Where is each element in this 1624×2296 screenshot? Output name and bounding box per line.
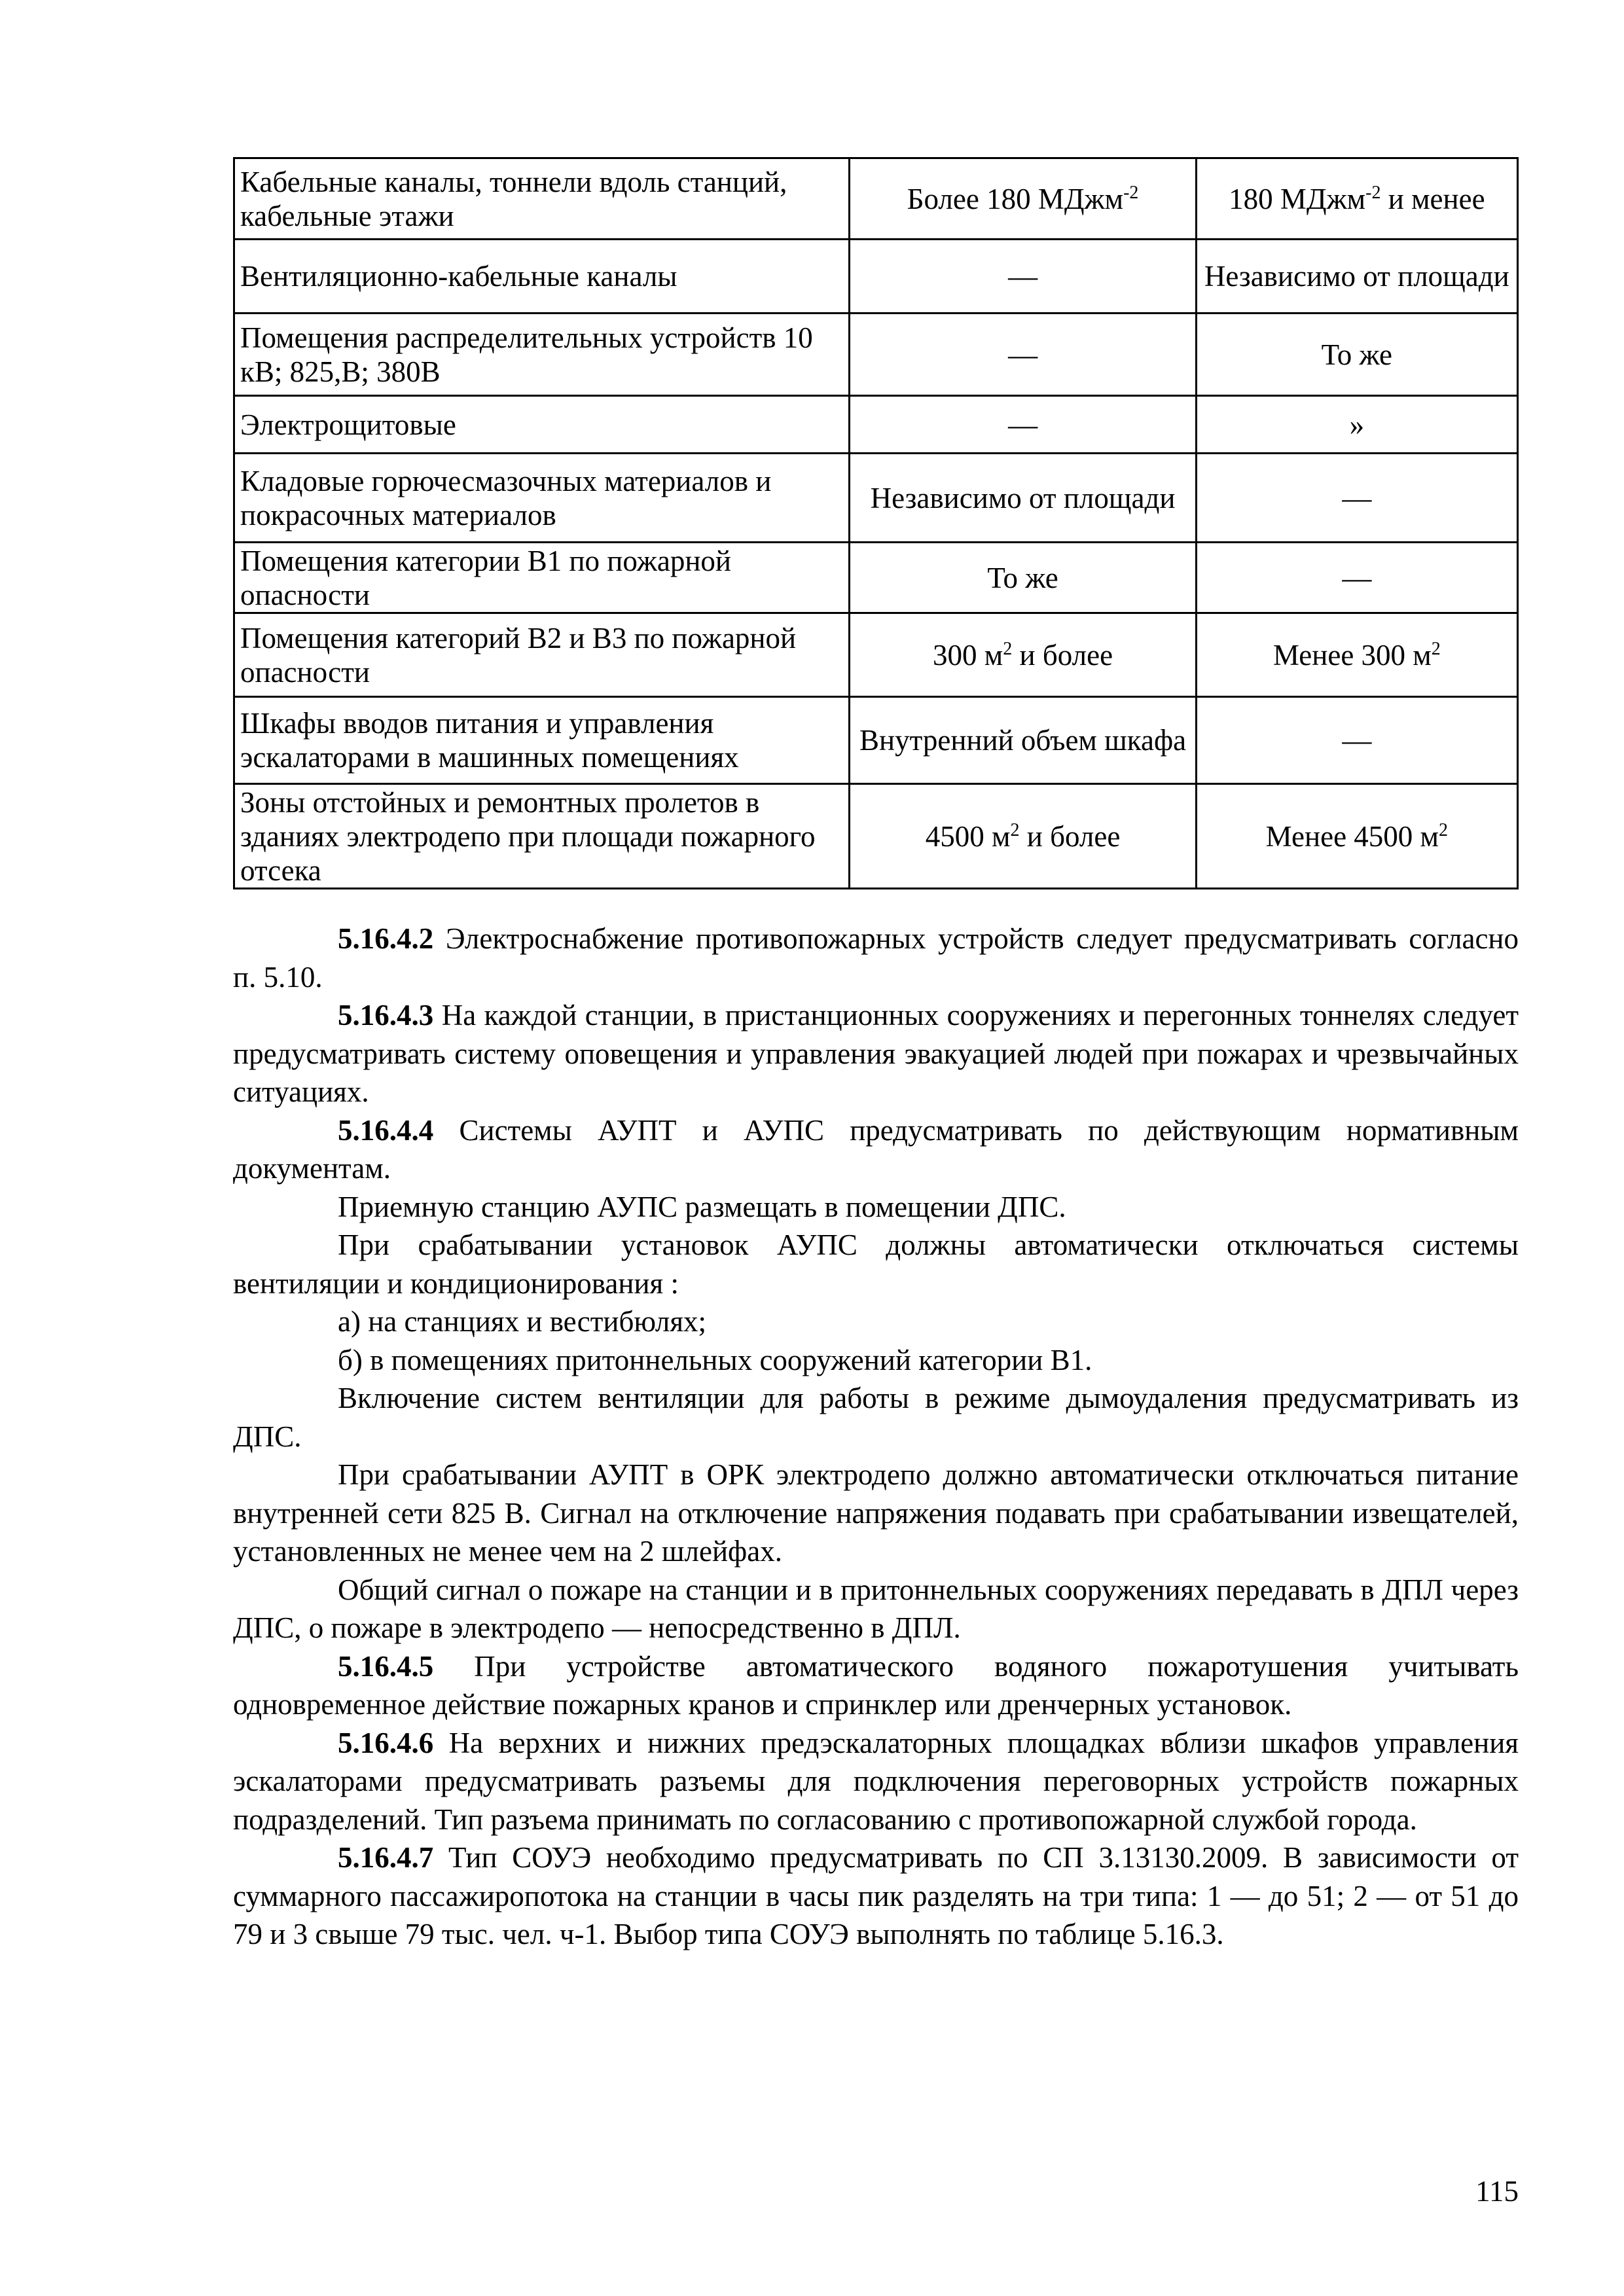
room-type-cell (234, 396, 850, 454)
column-2-cell (850, 454, 1196, 543)
cell-text: Помещения распределительных устройств 10 кВ; 825,В; 380В (240, 321, 813, 388)
column-3-cell (1196, 396, 1517, 454)
superscript: -2 (1123, 182, 1139, 203)
column-2-cell (850, 396, 1196, 454)
paragraph-text: Системы АУПТ и АУПС предусматривать по действующим нормативным документам. (233, 1113, 1519, 1185)
column-2-cell (850, 240, 1196, 314)
cell-text: Кладовые горючесмазочных материалов и покрасочных материалов (240, 464, 772, 531)
table-row (234, 543, 1518, 613)
cell-text-tail: и менее (1380, 182, 1485, 215)
paragraph (233, 1647, 1519, 1724)
cell-text: Внутренний объем шкафа (859, 724, 1187, 757)
cell-text-tail: и более (1019, 819, 1121, 853)
paragraph (233, 1226, 1519, 1302)
column-2-cell (850, 697, 1196, 784)
room-type-cell (234, 697, 850, 784)
cell-text: — (1342, 724, 1372, 757)
column-3-cell (1196, 314, 1517, 396)
superscript: 2 (1003, 638, 1013, 659)
cell-text: Кабельные каналы, тоннели вдоль станций, кабельные этажи (240, 165, 787, 232)
clause-number: 5.16.4.2 (338, 922, 434, 955)
cell-text: Вентиляционно-кабельные каналы (240, 260, 677, 293)
paragraph-text: Общий сигнал о пожаре на станции и в притоннельных сооружениях передавать в ДПЛ через ДПС, о пожаре в электродепо — непосредственно в ДПЛ. (233, 1573, 1519, 1644)
room-type-cell (234, 454, 850, 543)
paragraph-text: Тип СОУЭ необходимо предусматривать по СП 3.13130.2009. В зависимости от суммарного пассажиропотока на станции в часы пик разделять на три типа: 1 — до 51; 2 — от 51 до 79 и 3 свыше 79 тыс. чел. ч-1. Выбор типа СОУЭ выполнять по таблице 5.16.3. (233, 1841, 1519, 1950)
paragraph (233, 1302, 1519, 1341)
superscript: -2 (1365, 182, 1381, 203)
superscript: 2 (1439, 819, 1449, 840)
column-2-cell (850, 158, 1196, 240)
body-text (233, 920, 1519, 1954)
cell-text: Электрощитовые (240, 408, 456, 441)
clause-number: 5.16.4.5 (338, 1649, 434, 1683)
column-2-cell (850, 784, 1196, 889)
table-row (234, 454, 1518, 543)
column-3-cell (1196, 784, 1517, 889)
paragraph (233, 1188, 1519, 1227)
table-row (234, 613, 1518, 697)
paragraph (233, 1839, 1519, 1954)
cell-text: То же (987, 561, 1058, 594)
cell-text: — (1008, 338, 1038, 371)
paragraph (233, 1724, 1519, 1839)
cell-text: — (1008, 408, 1038, 441)
column-3-cell (1196, 613, 1517, 697)
paragraph-text: Включение систем вентиляции для работы в режиме дымоудаления предусматривать из ДПС. (233, 1382, 1519, 1453)
room-type-cell (234, 314, 850, 396)
column-2-cell (850, 543, 1196, 613)
cell-text-tail: и более (1012, 638, 1113, 672)
column-3-cell (1196, 697, 1517, 784)
cell-text: Независимо от площади (870, 481, 1176, 514)
paragraph-text: а) на станциях и вестибюлях; (338, 1305, 707, 1338)
room-type-cell (234, 158, 850, 240)
paragraph (233, 1571, 1519, 1647)
room-type-cell (234, 240, 850, 314)
cell-text: — (1342, 481, 1372, 514)
table-row (234, 314, 1518, 396)
paragraph-text: Электроснабжение противопожарных устройств следует предусматривать согласно п. 5.10. (233, 922, 1519, 994)
table-row (234, 240, 1518, 314)
superscript: 2 (1010, 819, 1020, 840)
paragraph (233, 1379, 1519, 1456)
column-3-cell (1196, 543, 1517, 613)
cell-text: То же (1321, 338, 1392, 371)
table-row (234, 697, 1518, 784)
paragraph-text: При устройстве автоматического водяного пожаротушения учитывать одновременное действие пожарных кранов и спринклер или дренчерных установок. (233, 1649, 1519, 1721)
cell-text: Менее 300 м (1272, 638, 1432, 672)
cell-text: — (1342, 561, 1372, 594)
paragraph-text: При срабатывании АУПТ в ОРК электродепо должно автоматически отключаться питание внутренней сети 825 В. Сигнал на отключение напряжения подавать при срабатывании извещателей, установленных не менее чем на 2 шлейфах. (233, 1458, 1519, 1568)
room-type-cell (234, 784, 850, 889)
column-2-cell (850, 613, 1196, 697)
cell-text: 300 м (933, 638, 1003, 672)
room-type-cell (234, 543, 850, 613)
cell-text: Более 180 МДжм (907, 182, 1124, 215)
paragraph-text: При срабатывании установок АУПС должны автоматически отключаться системы вентиляции и кондиционирования : (233, 1229, 1519, 1300)
page-number: 115 (1475, 2175, 1519, 2208)
paragraph (233, 996, 1519, 1111)
paragraph-text: На каждой станции, в пристанционных сооружениях и перегонных тоннелях следует предусматривать систему оповещения и управления эвакуацией людей при пожарах и чрезвычайных ситуациях. (233, 999, 1519, 1108)
table-row (234, 396, 1518, 454)
room-type-cell (234, 613, 850, 697)
cell-text: — (1008, 260, 1038, 293)
column-2-cell (850, 314, 1196, 396)
cell-text: » (1349, 408, 1365, 441)
requirements-table (233, 157, 1519, 889)
cell-text: Зоны отстойных и ремонтных пролетов в зданиях электродепо при площади пожарного отсека (240, 785, 816, 887)
column-3-cell (1196, 240, 1517, 314)
cell-text: Помещения категории В1 по пожарной опасности (240, 544, 731, 611)
table-row (234, 158, 1518, 240)
paragraph-text: б) в помещениях притоннельных сооружений категории В1. (338, 1343, 1092, 1376)
paragraph (233, 1341, 1519, 1380)
clause-number: 5.16.4.3 (338, 999, 434, 1031)
paragraph (233, 920, 1519, 996)
column-3-cell (1196, 158, 1517, 240)
cell-text: 4500 м (925, 819, 1011, 853)
cell-text: 180 МДжм (1229, 182, 1366, 215)
paragraph (233, 1111, 1519, 1188)
table-row (234, 784, 1518, 889)
superscript: 2 (1431, 638, 1441, 659)
paragraph-text: На верхних и нижних предэскалаторных площадках вблизи шкафов управления эскалаторами предусматривать разъемы для подключения переговорных устройств пожарных подразделений. Тип разъема принимать по согласованию с противопожарной службой города. (233, 1726, 1519, 1836)
clause-number: 5.16.4.6 (338, 1726, 434, 1759)
paragraph (233, 1456, 1519, 1571)
cell-text: Помещения категорий В2 и В3 по пожарной опасности (240, 621, 797, 689)
cell-text: Независимо от площади (1204, 260, 1509, 293)
cell-text: Менее 4500 м (1265, 819, 1439, 853)
cell-text: Шкафы вводов питания и управления эскалаторами в машинных помещениях (240, 707, 739, 774)
paragraph-text: Приемную станцию АУПС размещать в помещении ДПС. (338, 1190, 1066, 1223)
clause-number: 5.16.4.4 (338, 1113, 434, 1147)
clause-number: 5.16.4.7 (338, 1841, 434, 1874)
column-3-cell (1196, 454, 1517, 543)
